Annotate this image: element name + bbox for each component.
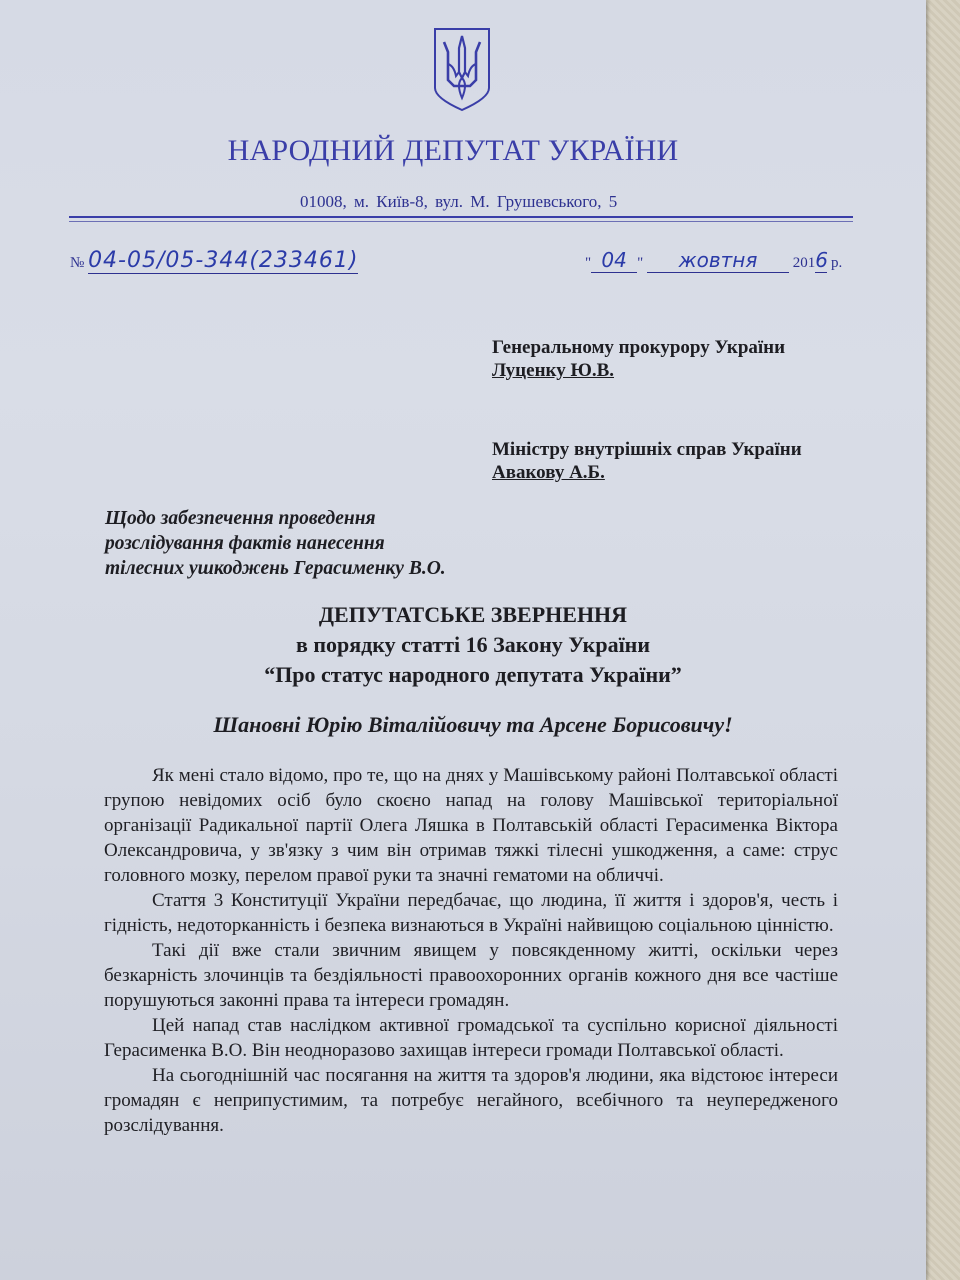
subject-line: розслідування фактів нанесення (105, 533, 385, 554)
recipient-position: Міністру внутрішніх справ України (492, 439, 802, 460)
letter-body (104, 763, 838, 1138)
salutation: Шановні Юрію Віталійовичу та Арсене Борисовичу! (213, 712, 733, 737)
body-paragraph: На сьогоднішній час посягання на життя та здоров'я людини, яка відстоює інтереси громадян є неприпустимим, та потребує негайного, всебічного та неупередженого розслідування. (104, 1065, 838, 1136)
recipient-position: Генеральному прокурору України (492, 337, 786, 358)
date-year-prefix: 201 (792, 255, 816, 271)
date-quote: " (637, 255, 644, 271)
letterhead-title (0, 134, 926, 168)
document-title (0, 600, 926, 690)
body-paragraph: Стаття 3 Конституції України передбачає, що людина, її життя і здоров'я, честь і гідність, недоторканність і безпека визнаються в Україні найвищою соціальною цінністю. (104, 890, 838, 936)
coat-of-arms-icon (432, 26, 492, 112)
reference-number (70, 248, 358, 274)
recipient-name: Луценку Ю.В. (492, 360, 615, 381)
date-suffix: р. (831, 255, 843, 271)
background-wall (920, 0, 960, 1280)
letterhead-divider (69, 216, 853, 218)
title-line-1: ДЕПУТАТСЬКЕ ЗВЕРНЕННЯ (318, 602, 628, 627)
letterhead-address: 01008, м. Київ-8, вул. М. Грушевського, 5 (300, 192, 618, 211)
letterhead-divider-thin (69, 221, 853, 222)
body-paragraph: Як мені стало відомо, про те, що на днях у Машівському районі Полтавської області групою невідомих осіб було скоєно напад на голову Машівської територіальної організації Радикальної партії Олега Ляшка в Полтавській області Герасименка Віктора Олександровича, у зв'язку з чим він отримав тяжкі тілесні ушкодження, а саме: струс головного мозку, перелом правої руки та значні гематоми на обличчі. (104, 765, 838, 886)
subject-line: Щодо забезпечення проведення (105, 508, 376, 529)
date-quote: " (585, 255, 592, 271)
handwritten-number (88, 248, 358, 273)
number-value: 04-05/05-344(233461) (88, 248, 359, 273)
title-line-2: в порядку статті 16 Закону України (295, 632, 651, 657)
reference-date (585, 248, 842, 273)
body-paragraph: Цей напад став наслідком активної громадської та суспільно корисної діяльності Герасименка В.О. Він неодноразово захищав інтереси громади Полтавської області. (104, 1015, 838, 1061)
body-paragraph: Такі дії вже стали звичним явищем у повсякденному житті, оскільки через безкарність злочинців та бездіяльності правоохоронних органів кожного дня все частіше порушуються законні права та інтереси громадян. (104, 940, 838, 1011)
date-month: жовтня (647, 248, 789, 273)
letterhead-title-text: НАРОДНИЙ ДЕПУТАТ УКРАЇНИ (227, 134, 679, 167)
subject-block (105, 506, 446, 581)
number-sign: № (70, 255, 85, 271)
date-year-suffix: 6 (815, 248, 828, 272)
recipient-name: Авакову А.Б. (492, 462, 605, 483)
subject-line: тілесних ушкоджень Герасименку В.О. (105, 558, 446, 579)
title-line-3: “Про статус народного депутата України” (264, 662, 682, 687)
recipient-minister (492, 438, 802, 484)
recipient-prosecutor (492, 336, 785, 382)
date-day: 04 (591, 248, 637, 273)
